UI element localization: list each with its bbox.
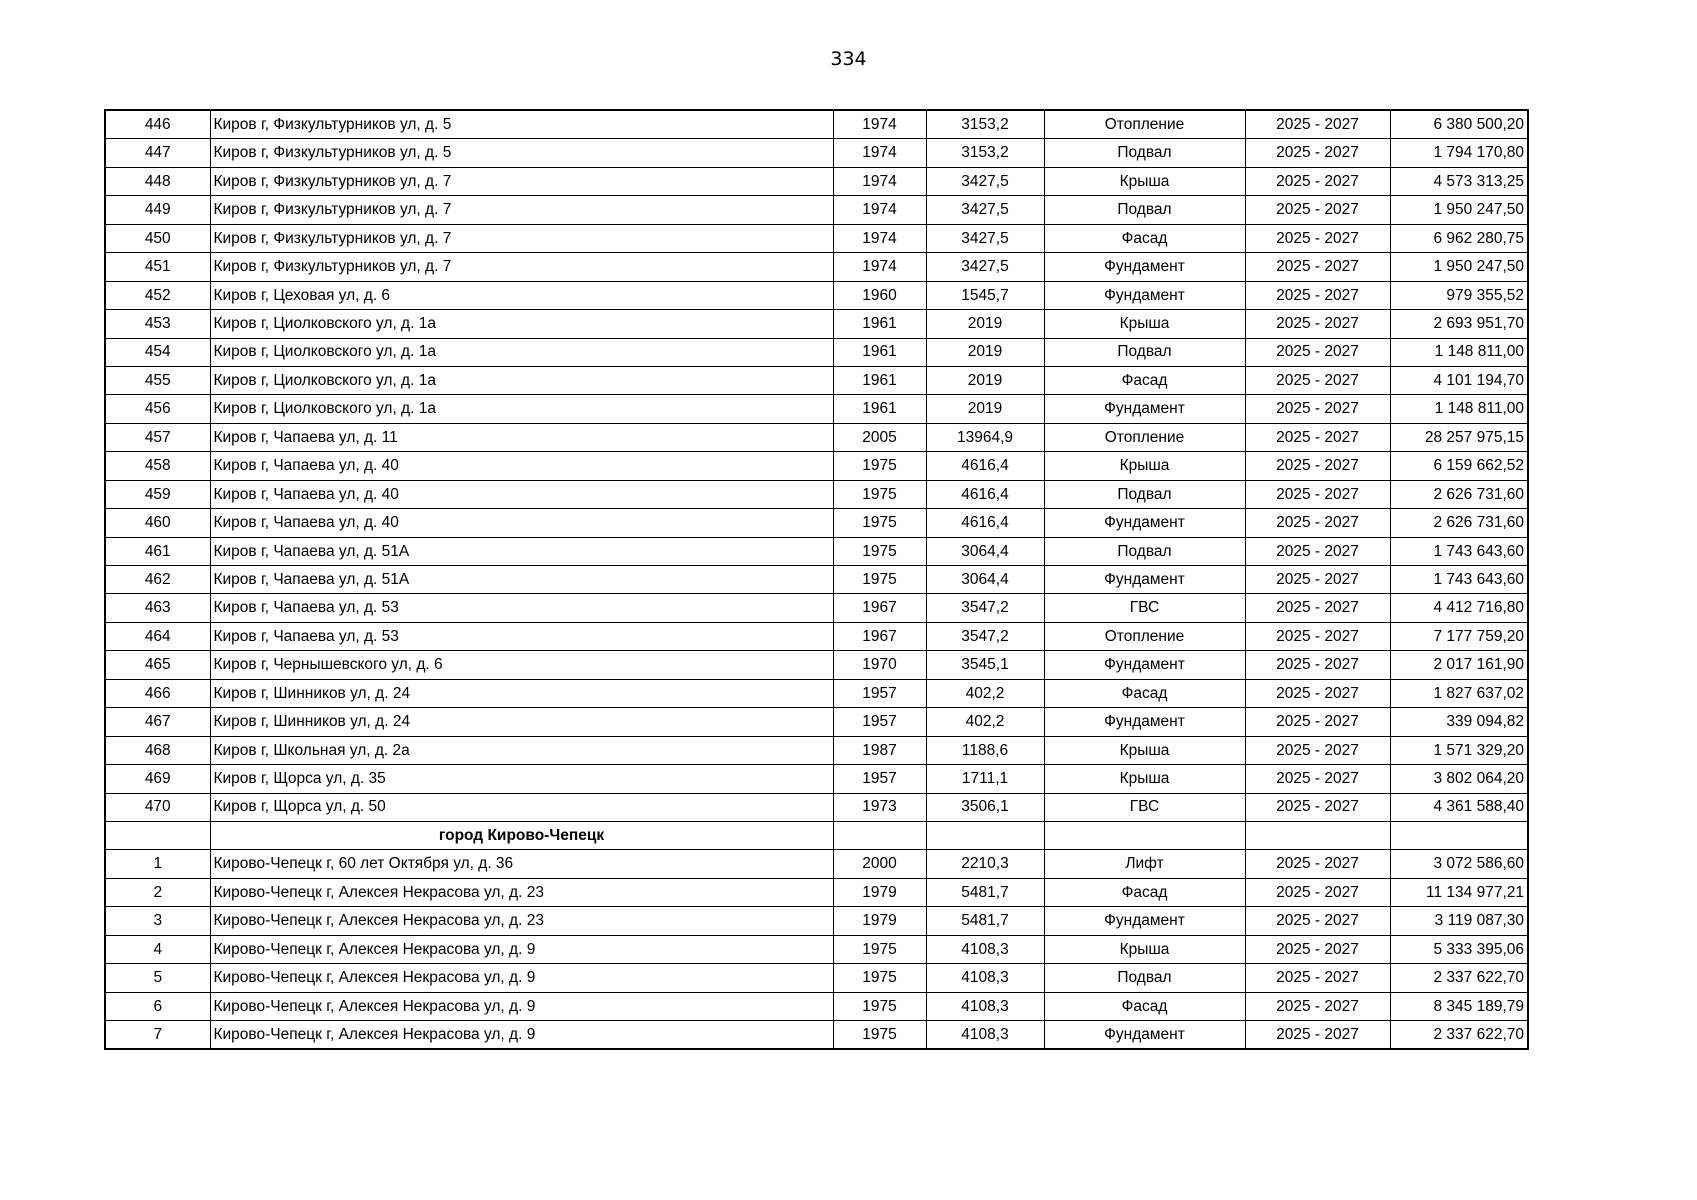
row-number-cell: 464 [105, 622, 210, 650]
area-cell: 3064,4 [926, 566, 1044, 594]
area-cell: 3547,2 [926, 622, 1044, 650]
period-cell: 2025 - 2027 [1245, 793, 1390, 821]
period-cell: 2025 - 2027 [1245, 537, 1390, 565]
table-row [105, 537, 1528, 565]
row-number-cell: 448 [105, 167, 210, 195]
address-cell: Киров г, Чапаева ул, д. 53 [210, 594, 833, 622]
build-year-cell: 1967 [833, 594, 926, 622]
cost-cell: 4 573 313,25 [1390, 167, 1528, 195]
address-cell: Киров г, Цеховая ул, д. 6 [210, 281, 833, 309]
row-number-cell: 449 [105, 196, 210, 224]
table-row [105, 708, 1528, 736]
area-cell: 2210,3 [926, 850, 1044, 878]
area-cell: 3427,5 [926, 253, 1044, 281]
table-row [105, 224, 1528, 252]
address-cell: Киров г, Щорса ул, д. 35 [210, 765, 833, 793]
address-cell: Киров г, Физкультурников ул, д. 7 [210, 167, 833, 195]
work-type-cell: Фундамент [1044, 651, 1245, 679]
work-type-cell: Подвал [1044, 139, 1245, 167]
build-year-cell: 1967 [833, 622, 926, 650]
address-cell: Киров г, Чапаева ул, д. 40 [210, 452, 833, 480]
build-year-cell: 1961 [833, 310, 926, 338]
period-cell: 2025 - 2027 [1245, 566, 1390, 594]
table-row [105, 793, 1528, 821]
address-cell: Кирово-Чепецк г, Алексея Некрасова ул, д. 23 [210, 907, 833, 935]
period-cell: 2025 - 2027 [1245, 452, 1390, 480]
cost-cell: 8 345 189,79 [1390, 992, 1528, 1020]
build-year-cell: 1975 [833, 566, 926, 594]
cost-cell: 1 148 811,00 [1390, 395, 1528, 423]
area-cell: 4616,4 [926, 480, 1044, 508]
row-number-cell: 454 [105, 338, 210, 366]
build-year-cell: 2005 [833, 423, 926, 451]
work-type-cell: Фундамент [1044, 566, 1245, 594]
period-cell: 2025 - 2027 [1245, 622, 1390, 650]
table-row [105, 878, 1528, 906]
build-year-cell: 1975 [833, 480, 926, 508]
build-year-cell: 1974 [833, 110, 926, 139]
table-row [105, 651, 1528, 679]
row-number-cell: 465 [105, 651, 210, 679]
period-cell: 2025 - 2027 [1245, 224, 1390, 252]
row-number-cell: 451 [105, 253, 210, 281]
cost-cell: 2 626 731,60 [1390, 480, 1528, 508]
table-row [105, 1021, 1528, 1050]
row-number-cell: 3 [105, 907, 210, 935]
work-type-cell: Лифт [1044, 850, 1245, 878]
period-cell: 2025 - 2027 [1245, 651, 1390, 679]
row-number-cell: 463 [105, 594, 210, 622]
cost-cell: 4 361 588,40 [1390, 793, 1528, 821]
build-year-cell: 1974 [833, 253, 926, 281]
period-cell: 2025 - 2027 [1245, 395, 1390, 423]
row-number-cell: 458 [105, 452, 210, 480]
work-type-cell: Фундамент [1044, 1021, 1245, 1050]
build-year-cell: 1974 [833, 196, 926, 224]
row-number-cell: 470 [105, 793, 210, 821]
work-type-cell [1044, 821, 1245, 849]
work-type-cell: Подвал [1044, 480, 1245, 508]
period-cell: 2025 - 2027 [1245, 907, 1390, 935]
work-type-cell: Крыша [1044, 167, 1245, 195]
section-title: город Кирово-Чепецк [210, 821, 833, 849]
cost-cell: 2 693 951,70 [1390, 310, 1528, 338]
cost-cell: 7 177 759,20 [1390, 622, 1528, 650]
row-number-cell: 461 [105, 537, 210, 565]
cost-cell: 11 134 977,21 [1390, 878, 1528, 906]
build-year-cell: 1961 [833, 338, 926, 366]
area-cell: 402,2 [926, 708, 1044, 736]
row-number-cell: 460 [105, 509, 210, 537]
cost-cell: 4 412 716,80 [1390, 594, 1528, 622]
area-cell: 3427,5 [926, 224, 1044, 252]
row-number-cell: 4 [105, 935, 210, 963]
page-number: 334 [830, 48, 867, 70]
address-cell: Киров г, Физкультурников ул, д. 7 [210, 224, 833, 252]
cost-cell: 3 072 586,60 [1390, 850, 1528, 878]
work-type-cell: Фасад [1044, 992, 1245, 1020]
cost-cell: 3 802 064,20 [1390, 765, 1528, 793]
row-number-cell: 2 [105, 878, 210, 906]
row-number-cell: 453 [105, 310, 210, 338]
cost-cell: 1 571 329,20 [1390, 736, 1528, 764]
table-row [105, 594, 1528, 622]
address-cell: Киров г, Циолковского ул, д. 1а [210, 338, 833, 366]
build-year-cell: 1957 [833, 708, 926, 736]
work-type-cell: Подвал [1044, 537, 1245, 565]
work-type-cell: Крыша [1044, 935, 1245, 963]
period-cell: 2025 - 2027 [1245, 423, 1390, 451]
table-row [105, 281, 1528, 309]
build-year-cell: 1975 [833, 1021, 926, 1050]
address-cell: Киров г, Физкультурников ул, д. 5 [210, 110, 833, 139]
area-cell: 3547,2 [926, 594, 1044, 622]
table-row [105, 736, 1528, 764]
row-number-cell: 1 [105, 850, 210, 878]
row-number-cell: 457 [105, 423, 210, 451]
cost-cell: 1 950 247,50 [1390, 196, 1528, 224]
address-cell: Кирово-Чепецк г, Алексея Некрасова ул, д. 9 [210, 992, 833, 1020]
build-year-cell [833, 821, 926, 849]
row-number-cell: 446 [105, 110, 210, 139]
work-type-cell: Крыша [1044, 765, 1245, 793]
area-cell: 1545,7 [926, 281, 1044, 309]
work-type-cell: Подвал [1044, 964, 1245, 992]
period-cell: 2025 - 2027 [1245, 509, 1390, 537]
build-year-cell: 1975 [833, 992, 926, 1020]
build-year-cell: 1975 [833, 964, 926, 992]
cost-cell: 1 827 637,02 [1390, 679, 1528, 707]
table-row [105, 566, 1528, 594]
period-cell: 2025 - 2027 [1245, 480, 1390, 508]
build-year-cell: 1961 [833, 366, 926, 394]
row-number-cell: 459 [105, 480, 210, 508]
cost-cell: 2 626 731,60 [1390, 509, 1528, 537]
cost-cell: 6 962 280,75 [1390, 224, 1528, 252]
address-cell: Киров г, Чапаева ул, д. 40 [210, 480, 833, 508]
period-cell: 2025 - 2027 [1245, 736, 1390, 764]
address-cell: Киров г, Чапаева ул, д. 53 [210, 622, 833, 650]
row-number-cell: 455 [105, 366, 210, 394]
address-cell: Кирово-Чепецк г, 60 лет Октября ул, д. 36 [210, 850, 833, 878]
period-cell: 2025 - 2027 [1245, 139, 1390, 167]
build-year-cell: 2000 [833, 850, 926, 878]
address-cell: Кирово-Чепецк г, Алексея Некрасова ул, д. 9 [210, 964, 833, 992]
cost-cell: 2 337 622,70 [1390, 964, 1528, 992]
table-row [105, 423, 1528, 451]
address-cell: Кирово-Чепецк г, Алексея Некрасова ул, д. 9 [210, 935, 833, 963]
cost-cell: 1 743 643,60 [1390, 566, 1528, 594]
build-year-cell: 1960 [833, 281, 926, 309]
work-type-cell: Фундамент [1044, 907, 1245, 935]
table-row [105, 992, 1528, 1020]
row-number-cell: 450 [105, 224, 210, 252]
period-cell: 2025 - 2027 [1245, 594, 1390, 622]
row-number-cell: 6 [105, 992, 210, 1020]
build-year-cell: 1975 [833, 537, 926, 565]
address-cell: Киров г, Чапаева ул, д. 40 [210, 509, 833, 537]
address-cell: Киров г, Чапаева ул, д. 51А [210, 566, 833, 594]
period-cell: 2025 - 2027 [1245, 253, 1390, 281]
area-cell: 2019 [926, 366, 1044, 394]
address-cell: Киров г, Физкультурников ул, д. 7 [210, 196, 833, 224]
cost-cell: 6 159 662,52 [1390, 452, 1528, 480]
address-cell: Кирово-Чепецк г, Алексея Некрасова ул, д. 23 [210, 878, 833, 906]
table-row [105, 622, 1528, 650]
area-cell: 3427,5 [926, 167, 1044, 195]
row-number-cell [105, 821, 210, 849]
period-cell: 2025 - 2027 [1245, 281, 1390, 309]
section-header-row [105, 821, 1528, 849]
build-year-cell: 1987 [833, 736, 926, 764]
address-cell: Киров г, Циолковского ул, д. 1а [210, 310, 833, 338]
table-row [105, 679, 1528, 707]
area-cell: 5481,7 [926, 907, 1044, 935]
table-row [105, 196, 1528, 224]
cost-cell: 979 355,52 [1390, 281, 1528, 309]
area-cell: 1711,1 [926, 765, 1044, 793]
table-row [105, 850, 1528, 878]
period-cell: 2025 - 2027 [1245, 992, 1390, 1020]
table-row [105, 110, 1528, 139]
table-row [105, 395, 1528, 423]
table-row [105, 935, 1528, 963]
table-row [105, 964, 1528, 992]
period-cell: 2025 - 2027 [1245, 935, 1390, 963]
period-cell: 2025 - 2027 [1245, 196, 1390, 224]
area-cell: 5481,7 [926, 878, 1044, 906]
cost-cell: 28 257 975,15 [1390, 423, 1528, 451]
table-row [105, 253, 1528, 281]
work-type-cell: Отопление [1044, 110, 1245, 139]
table-row [105, 139, 1528, 167]
work-type-cell: Подвал [1044, 338, 1245, 366]
build-year-cell: 1961 [833, 395, 926, 423]
build-year-cell: 1975 [833, 935, 926, 963]
row-number-cell: 5 [105, 964, 210, 992]
period-cell: 2025 - 2027 [1245, 708, 1390, 736]
cost-cell: 1 950 247,50 [1390, 253, 1528, 281]
row-number-cell: 447 [105, 139, 210, 167]
build-year-cell: 1979 [833, 907, 926, 935]
area-cell: 3064,4 [926, 537, 1044, 565]
build-year-cell: 1970 [833, 651, 926, 679]
cost-cell: 6 380 500,20 [1390, 110, 1528, 139]
area-cell: 4108,3 [926, 964, 1044, 992]
address-cell: Киров г, Чернышевского ул, д. 6 [210, 651, 833, 679]
row-number-cell: 462 [105, 566, 210, 594]
work-type-cell: ГВС [1044, 594, 1245, 622]
build-year-cell: 1973 [833, 793, 926, 821]
build-year-cell: 1974 [833, 224, 926, 252]
cost-cell: 4 101 194,70 [1390, 366, 1528, 394]
build-year-cell: 1957 [833, 679, 926, 707]
work-type-cell: Фасад [1044, 679, 1245, 707]
cost-cell: 5 333 395,06 [1390, 935, 1528, 963]
work-type-cell: ГВС [1044, 793, 1245, 821]
period-cell: 2025 - 2027 [1245, 1021, 1390, 1050]
work-type-cell: Крыша [1044, 310, 1245, 338]
table-row [105, 167, 1528, 195]
row-number-cell: 468 [105, 736, 210, 764]
table-row [105, 480, 1528, 508]
cost-cell: 1 794 170,80 [1390, 139, 1528, 167]
area-cell: 3153,2 [926, 139, 1044, 167]
row-number-cell: 456 [105, 395, 210, 423]
table-row [105, 907, 1528, 935]
row-number-cell: 7 [105, 1021, 210, 1050]
address-cell: Киров г, Школьная ул, д. 2а [210, 736, 833, 764]
area-cell [926, 821, 1044, 849]
address-cell: Кирово-Чепецк г, Алексея Некрасова ул, д. 9 [210, 1021, 833, 1050]
work-type-cell: Подвал [1044, 196, 1245, 224]
area-cell: 3153,2 [926, 110, 1044, 139]
address-cell: Киров г, Чапаева ул, д. 51А [210, 537, 833, 565]
area-cell: 3427,5 [926, 196, 1044, 224]
address-cell: Киров г, Циолковского ул, д. 1а [210, 366, 833, 394]
build-year-cell: 1979 [833, 878, 926, 906]
work-type-cell: Фундамент [1044, 708, 1245, 736]
area-cell: 1188,6 [926, 736, 1044, 764]
period-cell: 2025 - 2027 [1245, 679, 1390, 707]
period-cell: 2025 - 2027 [1245, 167, 1390, 195]
work-type-cell: Фасад [1044, 366, 1245, 394]
area-cell: 4616,4 [926, 452, 1044, 480]
cost-cell: 1 148 811,00 [1390, 338, 1528, 366]
row-number-cell: 452 [105, 281, 210, 309]
area-cell: 3506,1 [926, 793, 1044, 821]
address-cell: Киров г, Физкультурников ул, д. 7 [210, 253, 833, 281]
cost-cell [1390, 821, 1528, 849]
work-type-cell: Крыша [1044, 736, 1245, 764]
table-row [105, 452, 1528, 480]
table-row [105, 310, 1528, 338]
address-cell: Киров г, Щорса ул, д. 50 [210, 793, 833, 821]
period-cell: 2025 - 2027 [1245, 850, 1390, 878]
work-type-cell: Фасад [1044, 224, 1245, 252]
address-cell: Киров г, Чапаева ул, д. 11 [210, 423, 833, 451]
cost-cell: 2 337 622,70 [1390, 1021, 1528, 1050]
area-cell: 4108,3 [926, 992, 1044, 1020]
work-type-cell: Крыша [1044, 452, 1245, 480]
area-cell: 4108,3 [926, 935, 1044, 963]
table-row [105, 765, 1528, 793]
address-cell: Киров г, Шинников ул, д. 24 [210, 708, 833, 736]
build-year-cell: 1957 [833, 765, 926, 793]
area-cell: 4616,4 [926, 509, 1044, 537]
build-year-cell: 1974 [833, 167, 926, 195]
work-type-cell: Фундамент [1044, 395, 1245, 423]
area-cell: 2019 [926, 338, 1044, 366]
build-year-cell: 1975 [833, 452, 926, 480]
address-cell: Киров г, Физкультурников ул, д. 5 [210, 139, 833, 167]
area-cell: 4108,3 [926, 1021, 1044, 1050]
table-row [105, 366, 1528, 394]
cost-cell: 339 094,82 [1390, 708, 1528, 736]
build-year-cell: 1975 [833, 509, 926, 537]
period-cell [1245, 821, 1390, 849]
work-type-cell: Фундамент [1044, 509, 1245, 537]
row-number-cell: 467 [105, 708, 210, 736]
area-cell: 2019 [926, 395, 1044, 423]
period-cell: 2025 - 2027 [1245, 110, 1390, 139]
period-cell: 2025 - 2027 [1245, 338, 1390, 366]
build-year-cell: 1974 [833, 139, 926, 167]
area-cell: 3545,1 [926, 651, 1044, 679]
work-type-cell: Фасад [1044, 878, 1245, 906]
repair-register-table [104, 109, 1529, 1050]
period-cell: 2025 - 2027 [1245, 765, 1390, 793]
work-type-cell: Фундамент [1044, 281, 1245, 309]
address-cell: Киров г, Шинников ул, д. 24 [210, 679, 833, 707]
cost-cell: 1 743 643,60 [1390, 537, 1528, 565]
area-cell: 2019 [926, 310, 1044, 338]
period-cell: 2025 - 2027 [1245, 878, 1390, 906]
area-cell: 13964,9 [926, 423, 1044, 451]
work-type-cell: Отопление [1044, 622, 1245, 650]
cost-cell: 3 119 087,30 [1390, 907, 1528, 935]
work-type-cell: Отопление [1044, 423, 1245, 451]
table-row [105, 338, 1528, 366]
cost-cell: 2 017 161,90 [1390, 651, 1528, 679]
address-cell: Киров г, Циолковского ул, д. 1а [210, 395, 833, 423]
area-cell: 402,2 [926, 679, 1044, 707]
table-body [105, 110, 1528, 1049]
period-cell: 2025 - 2027 [1245, 310, 1390, 338]
table-row [105, 509, 1528, 537]
row-number-cell: 466 [105, 679, 210, 707]
work-type-cell: Фундамент [1044, 253, 1245, 281]
period-cell: 2025 - 2027 [1245, 964, 1390, 992]
row-number-cell: 469 [105, 765, 210, 793]
period-cell: 2025 - 2027 [1245, 366, 1390, 394]
